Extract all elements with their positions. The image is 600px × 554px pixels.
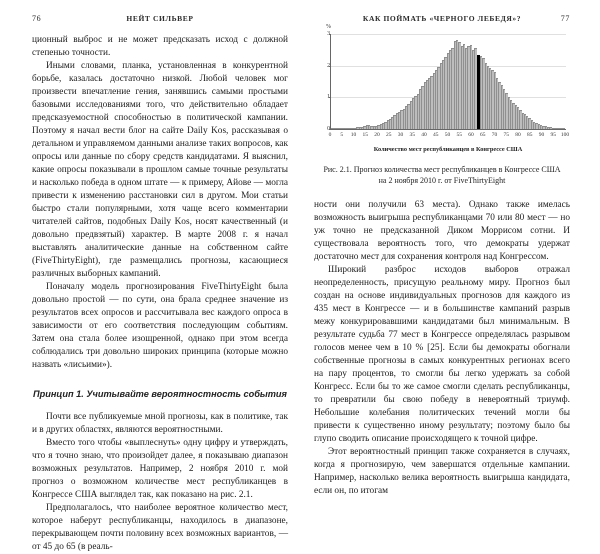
x-tick-label: 55 (456, 132, 462, 138)
figure-caption (314, 165, 570, 186)
x-tick-label: 100 (560, 132, 570, 138)
chart-plot-area (330, 34, 566, 130)
x-axis-label: Количество мест республиканцев в Конгрессе США (373, 146, 523, 153)
x-tick-label: 25 (386, 132, 392, 138)
x-tick-label: 65 (480, 132, 486, 138)
paragraph: Предполагалось, что наиболее вероятное количество мест, которое наберут республиканцы, находилось в диапазоне, перекрывающем почти половину всех возможных вариантов, — от 45 до 65 (в реаль- (32, 503, 288, 552)
histogram-chart (326, 24, 570, 141)
figure-2-1 (314, 24, 570, 186)
left-page-number: 76 (32, 14, 42, 23)
x-tick-label: 0 (328, 132, 332, 138)
right-running-title: КАК ПОЙМАТЬ «ЧЕРНОГО ЛЕБЕДЯ»? (362, 14, 522, 23)
right-body-text (314, 199, 570, 498)
x-tick-label: 45 (433, 132, 439, 138)
x-tick-label: 35 (409, 132, 415, 138)
histogram-bars (331, 34, 566, 129)
right-page (314, 14, 570, 498)
x-tick-label: 40 (421, 132, 427, 138)
left-body-text (32, 34, 288, 372)
paragraph: Широкий разброс исходов выборов отражал неопределенность, присущую реальному миру. Прогноз был создан на основе индивидуальных прогнозов для каждого из 435 мест в Конгрессе — и в большинстве кампаний разрыв межу конкурировавшими кандидатами был минимальным. В результате судьба 77 мест в Конгрессе определялась разрывом голосов менее чем в 10 % [25]. Если бы демократы обогнали собственные прогнозы в самых конкурентных регионах всего на пару процентов, то смогли бы легко удержать за собой Конгресс. Если бы то же самое смогли сделать республиканцы, то превратили бы свою победу в невероятный триумф. Небольшие колебания политических течений могли бы привести к существенно иному результату; поэтому было бы глупо сводить описание происходящего к точной цифре. (314, 265, 570, 444)
x-tick-label: 75 (503, 132, 509, 138)
x-tick-label: 80 (515, 132, 521, 138)
paragraph: ционный выброс и не может предсказать исход с должной степенью точности. (32, 35, 288, 58)
x-tick-label: 90 (538, 132, 545, 138)
left-running-head (32, 14, 288, 23)
figure-caption-line2: на 2 ноября 2010 г. от FiveThirtyEight (378, 175, 506, 185)
x-tick-label: 85 (527, 132, 533, 138)
left-page (32, 14, 288, 554)
paragraph: ности они получили 63 места). Однако также имелась возможность выигрыша республиканцами 70 или 80 мест — но уж точно не предсказанной Диком Моррисом сотни. И существовала вероятность того, что демократы удержат достаточно мест для сохранения контроля над Конгрессом. (314, 200, 570, 262)
left-body-text-after-heading (32, 411, 288, 554)
x-tick-label: 70 (491, 132, 498, 138)
left-running-title: НЕЙТ СИЛЬВЕР (126, 14, 194, 23)
y-tick-mark (329, 129, 331, 130)
paragraph: Поначалу модель прогнозирования FiveThirtyEight была довольно простой — по сути, она брала среднее значение из результатов всех опросов и рассчитывала вес каждого опроса в зависимости от его соответствия последующим событиям. Затем она стала более изощренной, однако при этом всегда соблюдались три довольно широких принципа (которые можно назвать «лисьими»). (32, 282, 288, 370)
paragraph: Иными словами, планка, установленная в конкурентной борьбе, казалась достаточно низкой. Любой человек мог произвести впечатление гения, занявшись самыми простыми базовыми исследованиями того, что действительно обладает предсказуемостной способностью в политической кампании. Поэтому я начал вести блог на сайте Daily Kos, рассказывая о детальном и управляемом данными анализе таких вопросов, как опросы или данные по сбору средств кандидатами. Я выяснил, какие опросы показывали в прошлом самые точные результаты и насколько победа в одном штате — к примеру, Айове — могла привести к изменению расстановки сил в другом. Мои статьи быстро стали популярными, хотя чаще всего комментарии читателей сайтов, подобных Daily Kos, носят качественный (и довольно предвзятый) характер. В марте 2008 г. я начал выставлять аналитические данные на собственном сайте (FiveThirtyEight), где размещались прогнозы, касающиеся различных выборных кампаний. (32, 61, 288, 279)
y-axis-unit-label: % (326, 24, 331, 30)
figure-caption-line1: Рис. 2.1. Прогноз количества мест республиканцев в Конгрессе США (323, 165, 561, 174)
x-tick-label: 60 (468, 132, 474, 138)
x-tick-label: 30 (397, 132, 404, 138)
x-tick-label: 10 (350, 132, 357, 138)
section-heading: Принцип 1. Учитывайте вероятностность события (33, 389, 287, 399)
x-tick-label: 95 (550, 132, 556, 138)
right-running-head (314, 14, 570, 23)
paragraph: Этот вероятностный принцип также сохраняется в случаях, когда я прогнозирую, чем завершатся отдельные кампании. Например, насколько велика вероятность выигрыша кандидата, если он, по итогам (314, 447, 570, 496)
x-tick-label: 20 (374, 132, 380, 138)
x-tick-label: 5 (340, 132, 344, 138)
x-tick-label: 15 (362, 132, 368, 138)
histogram-bar (563, 128, 565, 129)
right-page-number: 77 (560, 14, 570, 23)
paragraph: Вместо того чтобы «выплеснуть» одну цифру и утверждать, что я точно знаю, что произойдет далее, я показываю диапазон возможных результатов. Например, 2 ноября 2010 г. мой прогноз о возможном количестве мест республиканцев в Конгрессе США выглядел так, как показано на рис. 2.1. (32, 438, 288, 500)
x-tick-label: 50 (444, 132, 451, 138)
x-axis-ticks (330, 132, 570, 141)
paragraph: Почти все публикуемые мной прогнозы, как в политике, так и в других областях, являются вероятностными. (32, 412, 288, 435)
